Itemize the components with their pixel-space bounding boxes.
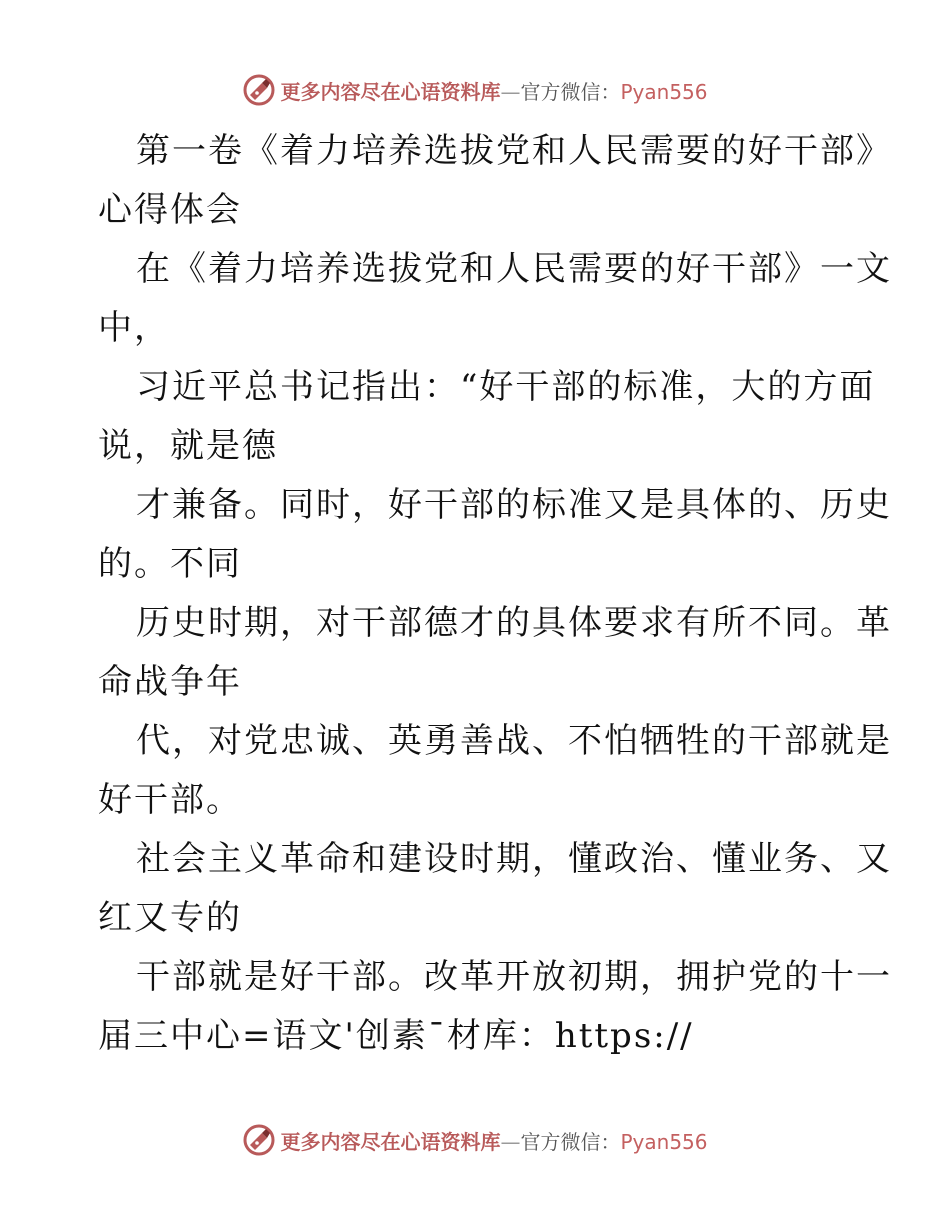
document-line: 干部就是好干部。改革开放初期，拥护党的十一 (136, 957, 892, 997)
document-line: 说，就是德 (98, 426, 278, 466)
document-line: 届三中心=语文'创素¯材库：https:// (98, 1016, 694, 1056)
document-line: 好干部。 (98, 780, 242, 820)
footer-banner (0, 1120, 950, 1160)
document-line: 社会主义革命和建设时期，懂政治、懂业务、又 (136, 839, 892, 879)
footer-banner-text (280, 1126, 707, 1155)
document-line: 历史时期，对干部德才的具体要求有所不同。革 (136, 603, 892, 643)
header-banner-text (280, 76, 707, 105)
footer-banner-wechat-label: 官方微信： (520, 1129, 621, 1154)
document-line: 的。不同 (98, 544, 242, 584)
footer-banner-wechat-id: Pyan556 (620, 1129, 708, 1154)
document-line: 红又专的 (98, 898, 242, 938)
document-line: 才兼备。同时，好干部的标准又是具体的、历史 (136, 485, 892, 525)
document-line: 心得体会 (98, 190, 242, 230)
pen-nib-logo-icon (242, 73, 276, 107)
document-line: 在《着力培养选拔党和人民需要的好干部》一文 (136, 249, 892, 289)
document-line: 命战争年 (98, 662, 242, 702)
document-body (98, 122, 892, 1066)
header-banner-content (242, 73, 707, 107)
pen-nib-logo-icon (242, 1123, 276, 1157)
footer-banner-dash: — (500, 1129, 521, 1154)
document-line: 代，对党忠诚、英勇善战、不怕牺牲的干部就是 (136, 721, 892, 761)
footer-banner-main: 更多内容尽在心语资料库 (280, 1129, 501, 1154)
header-banner (0, 70, 950, 110)
footer-banner-content (242, 1123, 707, 1157)
header-banner-main: 更多内容尽在心语资料库 (280, 79, 501, 104)
document-line: 中， (98, 308, 170, 348)
header-banner-dash: — (500, 79, 521, 104)
document-line: 习近平总书记指出：“好干部的标准，大的方面 (136, 367, 876, 407)
header-banner-wechat-label: 官方微信： (520, 79, 621, 104)
document-line: 第一卷《着力培养选拔党和人民需要的好干部》 (136, 131, 892, 171)
header-banner-wechat-id: Pyan556 (620, 79, 708, 104)
